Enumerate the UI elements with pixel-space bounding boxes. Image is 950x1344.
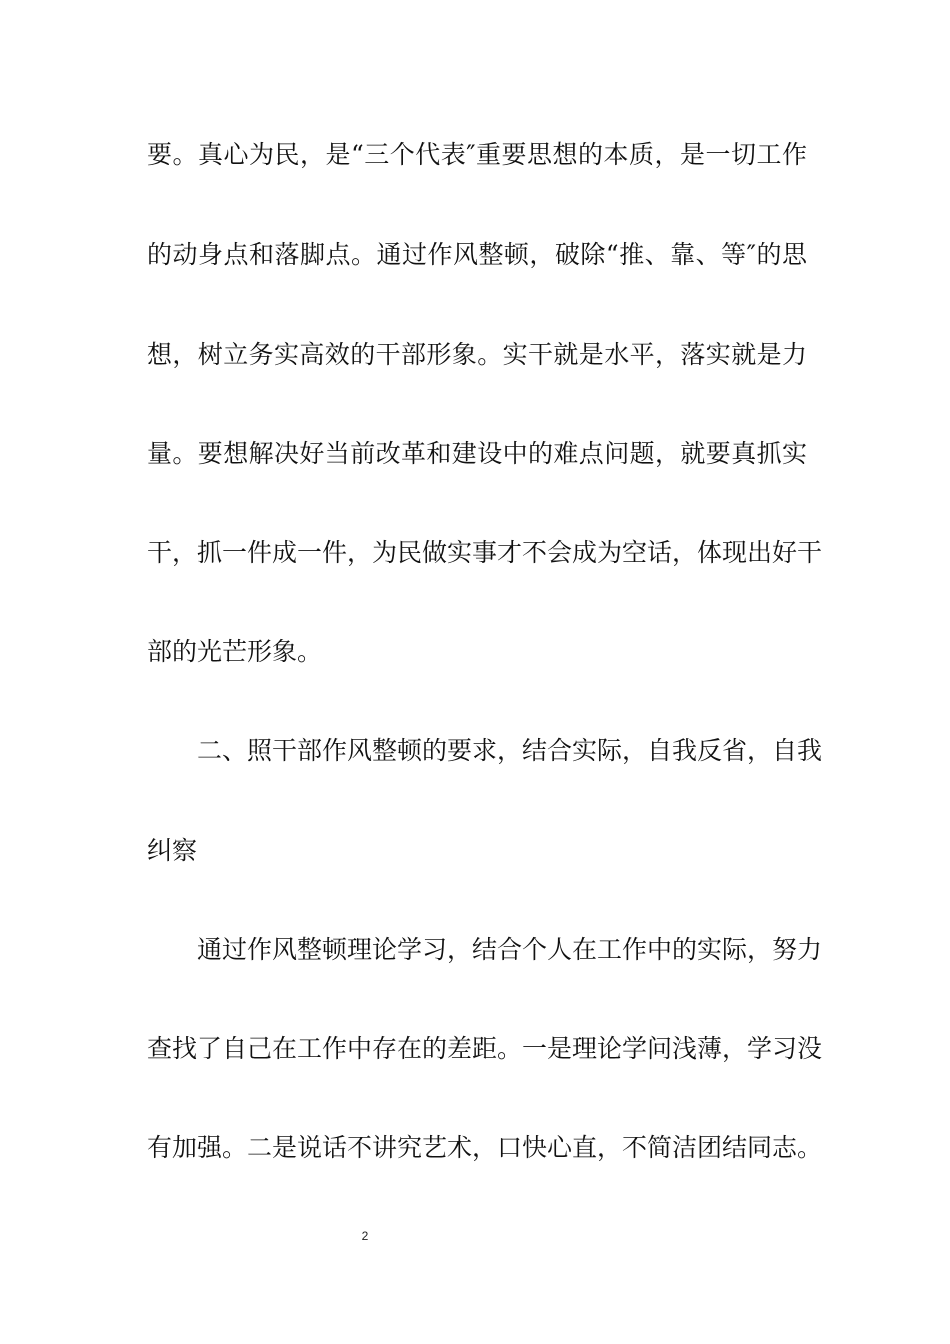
text-line: 量。要想解决好当前改革和建设中的难点问题，就要真抓实 (147, 439, 807, 468)
section-heading-line: 二、照干部作风整顿的要求，结合实际，自我反省，自我 (197, 736, 823, 765)
text-line: 查找了自己在工作中存在的差距。一是理论学问浅薄，学习没 (147, 1034, 823, 1063)
section-heading-line: 纠察 (147, 836, 198, 865)
page-number: 2 (361, 1229, 369, 1243)
text-line: 部的光芒形象。 (147, 637, 323, 666)
text-line: 干，抓一件成一件，为民做实事才不会成为空话，体现出好干 (147, 538, 823, 567)
text-line: 通过作风整顿理论学习，结合个人在工作中的实际，努力 (197, 935, 823, 964)
text-line: 的动身点和落脚点。通过作风整顿，破除“推、靠、等″的思 (147, 240, 807, 269)
text-line: 想，树立务实高效的干部形象。实干就是水平，落实就是力 (147, 340, 807, 369)
text-line: 要。真心为民，是“三个代表″重要思想的本质，是一切工作 (147, 140, 807, 169)
text-line: 有加强。二是说话不讲究艺术，口快心直，不简洁团结同志。 (147, 1133, 823, 1162)
